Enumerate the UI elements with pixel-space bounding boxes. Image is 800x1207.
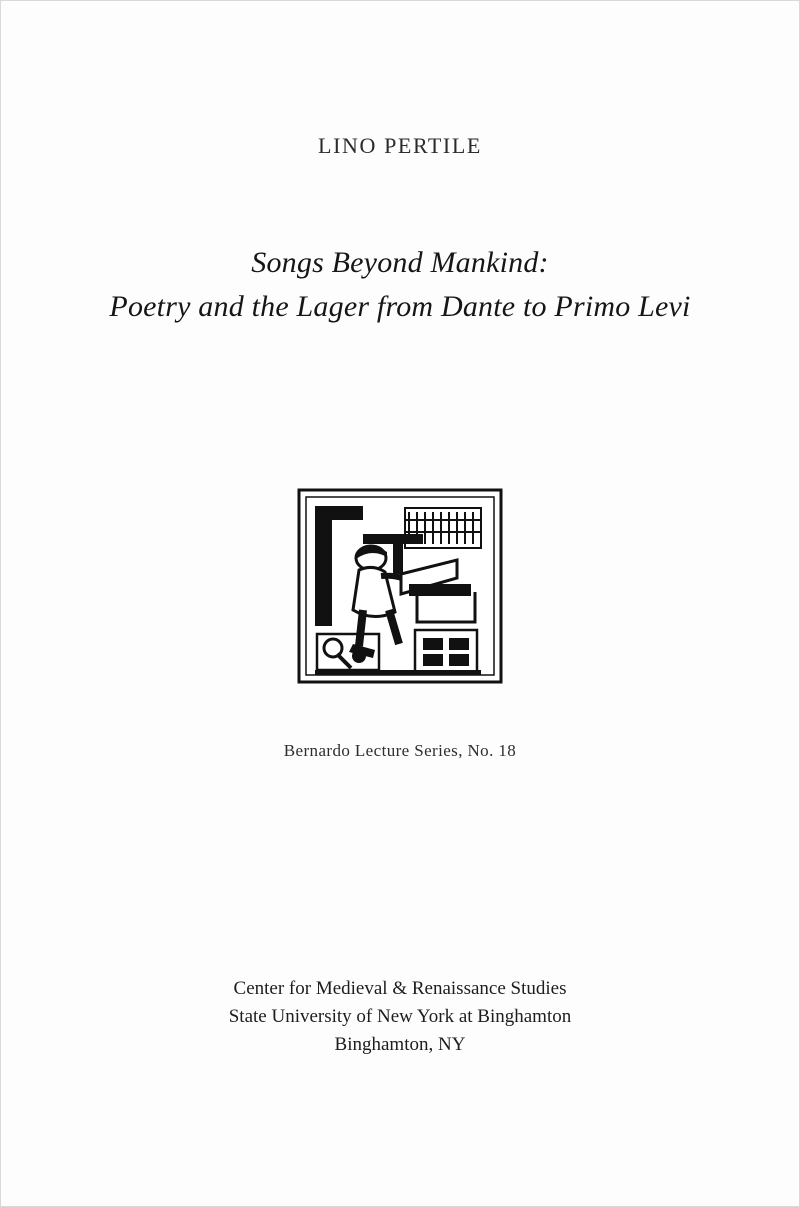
publisher-emblem bbox=[297, 488, 503, 684]
printing-press-woodcut-icon bbox=[297, 488, 503, 684]
publisher-line-1: Center for Medieval & Renaissance Studies bbox=[233, 978, 567, 999]
publisher-line-2: State University of New York at Binghamton bbox=[228, 1006, 572, 1028]
author-name: LINO PERTILE bbox=[318, 133, 482, 158]
title-line-1: Songs Beyond Mankind: bbox=[251, 246, 549, 280]
publisher-line-3: Binghamton, NY bbox=[334, 1034, 466, 1056]
book-title bbox=[109, 241, 690, 328]
series-label: Bernardo Lecture Series, No. 18 bbox=[283, 741, 517, 761]
title-line-2: Poetry and the Lager from Dante to Primo Levi bbox=[109, 289, 691, 323]
publisher-imprint bbox=[0, 975, 800, 1059]
